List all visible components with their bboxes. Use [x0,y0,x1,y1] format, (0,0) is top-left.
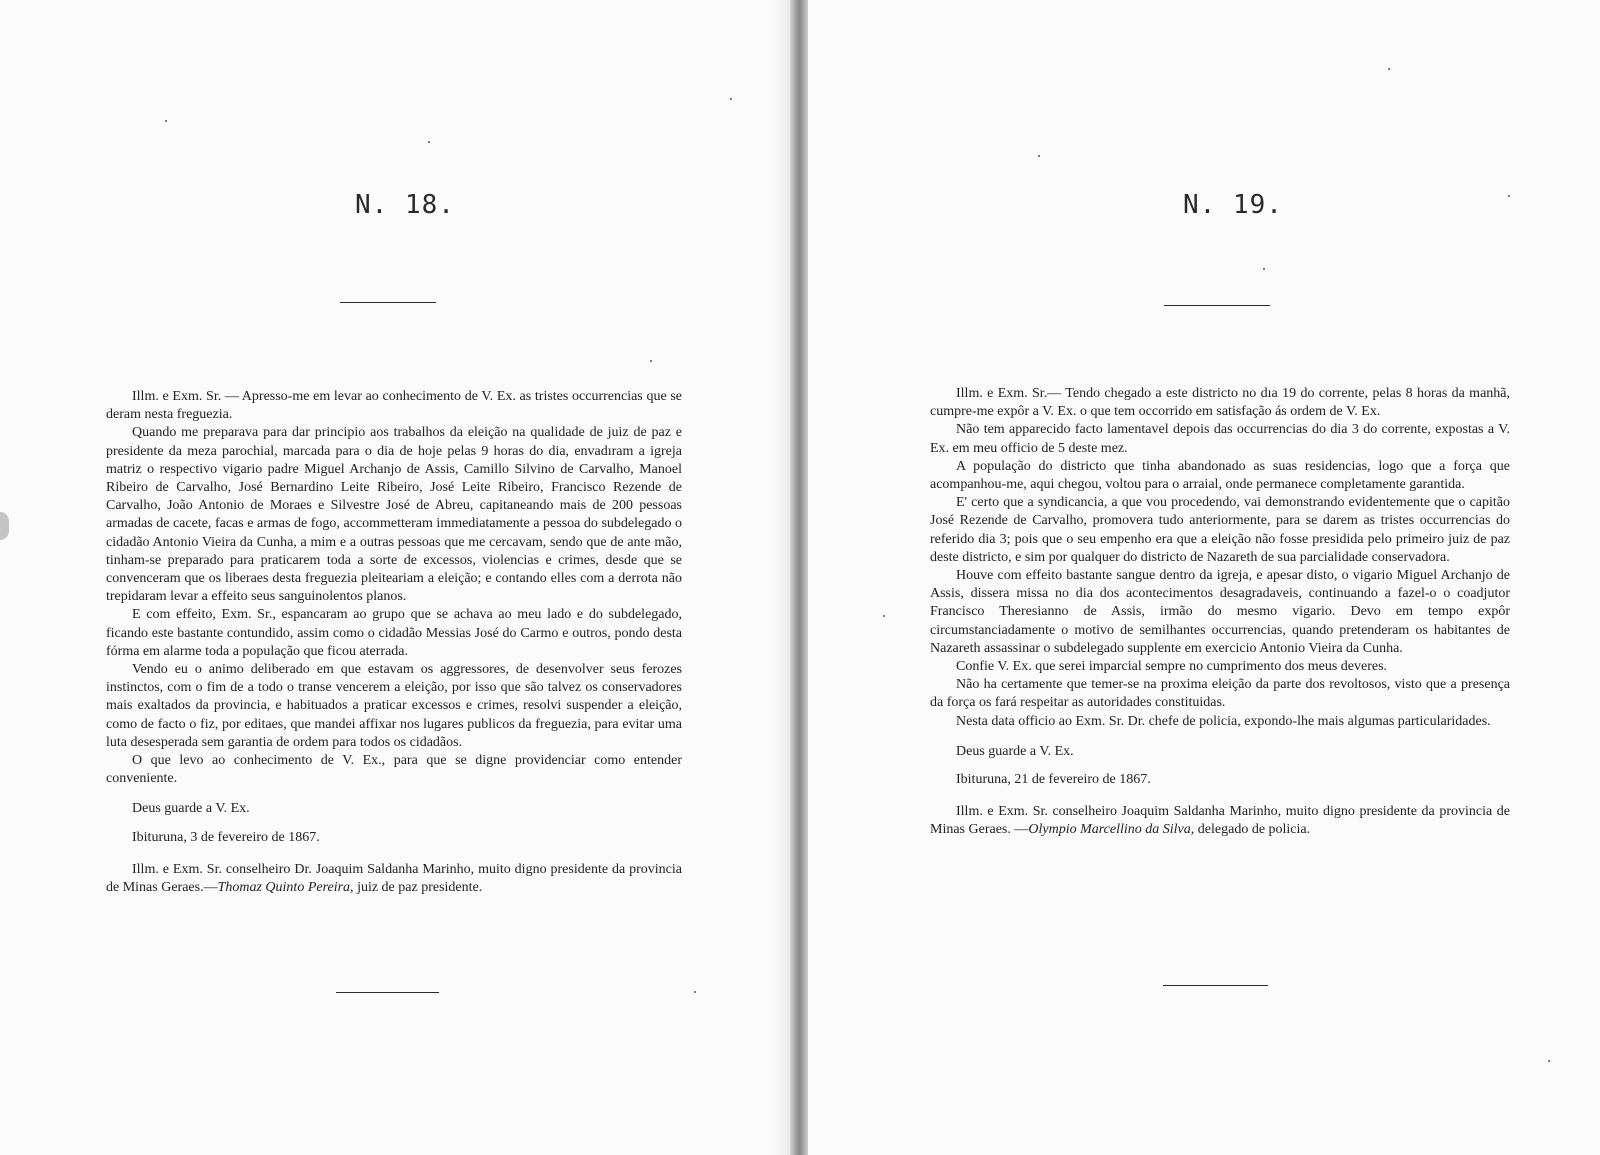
paragraph: Confie V. Ex. que serei imparcial sempre no cumprimento dos meus deveres. [956,659,1388,675]
closing-salutation: Deus guarde a V. Ex. [956,743,1074,759]
document-number-left: N. 18. [355,190,455,220]
paragraph: Não tem apparecido facto lamentavel depois das occurrencias do dia 3 do corrente, expostas a V. Ex. em meu officio de 5 deste mez. [930,422,1510,456]
paper-speck [1508,195,1510,197]
paper-speck [730,98,732,100]
footer-rule-right [1163,985,1268,986]
paragraph: O que levo ao conhecimento de V. Ex., para que se digne providenciar como entender conveniente. [106,753,682,787]
binding-shadow [772,0,790,1155]
paper-speck [428,141,430,143]
header-rule-right [1164,305,1270,306]
signature: Thomaz Quinto Pereira, [217,880,354,896]
addressee: Illm. e Exm. Sr. conselheiro Dr. Joaquim Saldanha Marinho, muito digno presidente da provincia de Minas Geraes.— [106,861,682,896]
addressee: Illm. e Exm. Sr. conselheiro Joaquim Saldanha Marinho, muito digno presidente da provincia de Minas Geraes. — [930,804,1510,838]
paper-speck [1038,155,1040,157]
addressee-signature [930,803,1510,839]
signature: Olympio Marcellino da Silva, [1028,822,1195,838]
paragraph: Não ha certamente que temer-se na proxima eleição da parte dos revoltosos, visto que a presença da força os fará respeitar as autoridades constituidas. [930,677,1510,711]
header-rule-left [340,302,436,303]
paper-speck [1388,68,1390,70]
page-edge-notch [0,512,9,540]
paper-speck [650,360,652,362]
document-number-right: N. 19. [1183,190,1283,220]
letter-body-right [930,385,1510,840]
paper-speck [694,991,696,993]
left-page [0,0,790,1155]
paper-speck [1263,268,1265,270]
paragraph: Nesta data officio ao Exm. Sr. Dr. chefe de policia, expondo-lhe mais algumas particularidades. [956,713,1491,729]
signer-role: delegado de policia. [1194,822,1311,838]
book-gutter [790,0,808,1155]
place-date: Ibituruna, 21 de fevereiro de 1867. [956,772,1151,788]
place-date: Ibituruna, 3 de fevereiro de 1867. [132,829,320,845]
paragraph: Quando me preparava para dar principio aos trabalhos da eleição na qualidade de juiz de paz e presidente da meza parochial, marcada para o dia de hoje pelas 9 horas do dia, envadıram a igreja matriz o respectivo vigario padre Miguel Archanjo de Assis, Camillo Silvino de Carvalho, Manoel Ribeiro de Carvalho, José Bernardino Leite Ribeiro, José Leite Ribeiro, Francisco Rezende de Carvalho, João Antonio de Moraes e Silvestre José de Abreu, capitaneando mais de 200 pessoas armadas de cacete, facas e armas de fogo, accommetteram immediatamente a pessoa do subdelegado o cidadão Antonio Vieira da Cunha, a mim e a outras pessoas que me cercavam, sendo que de ante mão, tinham-se preparado para praticarem toda a sorte de excessos, violencias e crimes, desde que se convenceram que os liberaes desta freguezia pleiteariam a eleição; e contando elles com a derrota não trepidaram levar a effeito seus sanguinolentos planos. [106,425,682,605]
paragraph: Illm. e Exm. Sr. — Apresso-me em levar ao conhecimento de V. Ex. as tristes occurrencias que se deram nesta freguezia. [106,389,682,423]
paper-speck [883,615,885,617]
signer-role: juiz de paz presidente. [353,880,483,896]
paragraph: Illm. e Exm. Sr.— Tendo chegado a este districto no dıa 19 do corrente, pelas 8 horas da manhã, cumpre-me expôr a V. Ex. o que tem occorrido em satisfação ás ordem de V. Ex. [930,386,1510,420]
paragraph: Houve com effeito bastante sangue dentro da igreja, e apesar disto, o vigario Miguel Archanjo de Assis, dissera missa no dia dos acontecimentos desagradaveis, continuando a fazel-o o coadjutor Francisco Theresianno de Assis, irmão do mesmo vigario. Devo em tempo expôr circumstanciadamente o motivo de semilhantes occurrencias, quando pretenderam os habitantes de Nazareth assassinar o subdelegado supplente em exercicio Antonio Vieira da Cunha. [930,568,1510,656]
closing-salutation: Deus guarde a V. Ex. [132,801,250,817]
addressee-signature [106,861,682,897]
paragraph: E' certo que a syndicancia, a que vou procedendo, vai demonstrando evidentemente que o capitão José Rezende de Carvalho, promovera tudo anteriormente, para se darem as tristes occurrencias do referido dia 3; pois que o seu empenho era que a eleição não fosse presidida pelo primeiro juiz de paz deste districto, e sim por qualquer do districto de Nazareth de sua parcialidade conservadora. [930,495,1510,565]
footer-rule-left [336,992,439,993]
letter-body-left [106,388,682,897]
paragraph: A população do districto que tinha abandonado as suas residencias, logo que a força que acompanhou-me, aqui chegou, voltou para o arraial, onde permanece completamente garantida. [930,458,1510,493]
paragraph: Vendo eu o animo deliberado em que estavam os aggressores, de desenvolver seus ferozes instinctos, com o fim de a todo o transe vencerem a eleição, por isso que são talvez os conservadores mais exaltados da provincia, e habituados a praticar excessos e crimes, resolvi suspender a eleição, como de facto o fiz, por editaes, que mandei affixar nos lugares publicos da freguezia, para evitar uma luta desesperada sem garantia de ordem para todos os cidadãos. [106,662,682,750]
paper-speck [165,120,167,122]
paragraph: E com effeito, Exm. Sr., espancaram ao grupo que se achava ao meu lado e do subdelegado, ficando este bastante contundido, assim como o cidadão Messias José do Carmo e outros, pondo desta fórma em alarme toda a população que ficou aterrada. [106,607,682,659]
right-page [808,0,1600,1155]
paper-speck [1548,1060,1550,1062]
